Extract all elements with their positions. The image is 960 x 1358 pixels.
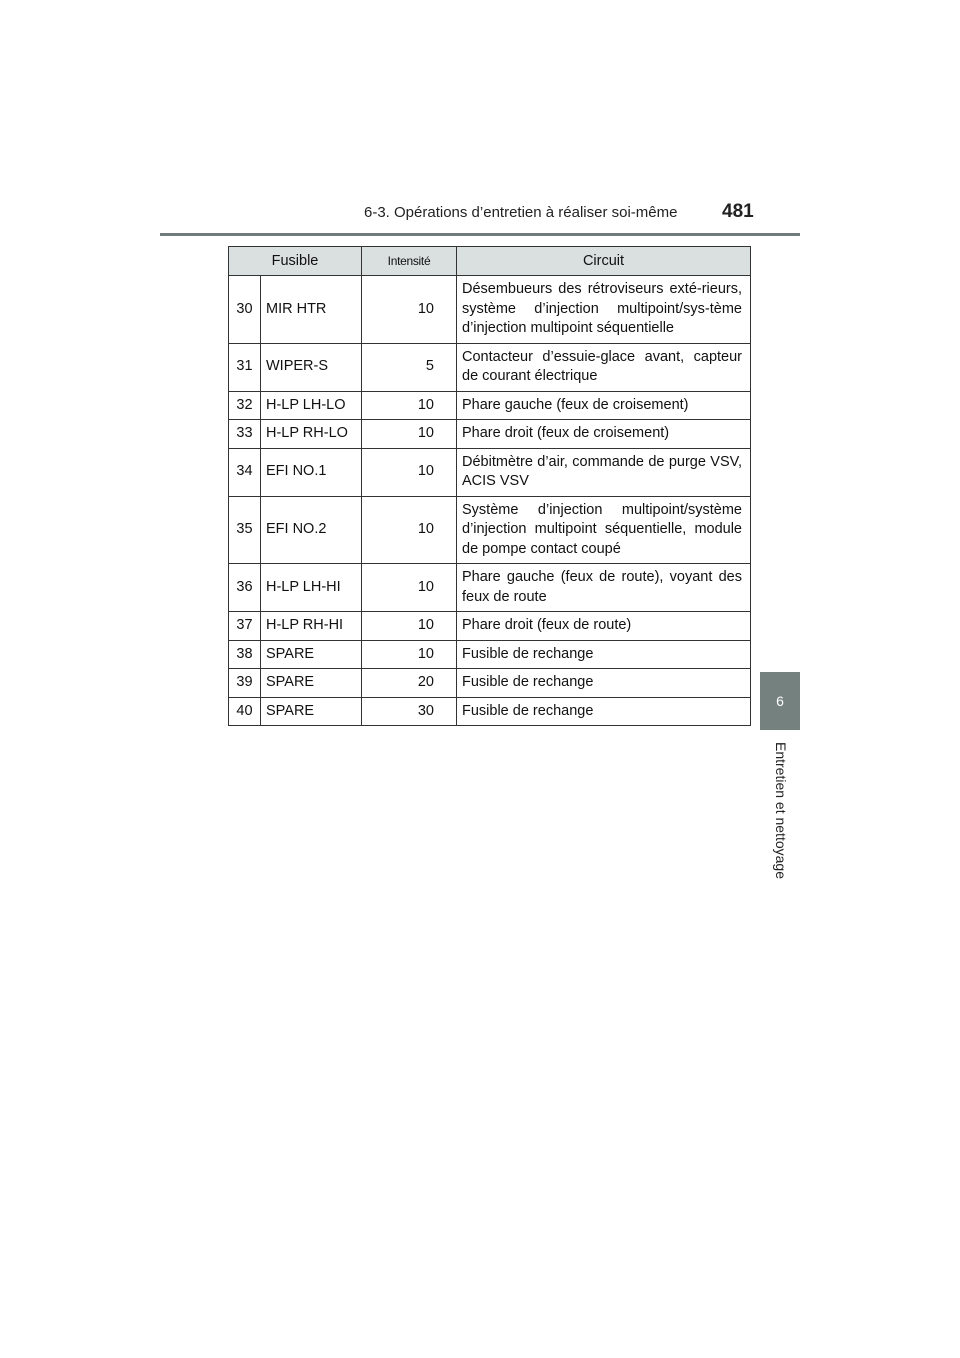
circuit-cell: Fusible de rechange: [457, 697, 751, 726]
circuit-cell: Phare gauche (feux de croisement): [457, 391, 751, 420]
circuit-cell: Débitmètre d’air, commande de purge VSV, ACIS VSV: [457, 448, 751, 496]
amperage-cell: 5: [362, 343, 457, 391]
fuse-name-cell: WIPER-S: [261, 343, 362, 391]
table-body: [229, 276, 751, 726]
fuse-name-cell: H-LP RH-LO: [261, 420, 362, 449]
header-circuit: Circuit: [457, 247, 751, 276]
amperage-cell: 10: [362, 420, 457, 449]
fuse-name-cell: H-LP RH-HI: [261, 612, 362, 641]
table-row: [229, 669, 751, 698]
fuse-number-cell: 32: [229, 391, 261, 420]
chapter-tab: [760, 672, 800, 730]
circuit-cell: Phare droit (feux de route): [457, 612, 751, 641]
table-header-row: [229, 247, 751, 276]
amperage-cell: 10: [362, 496, 457, 564]
fuse-name-cell: SPARE: [261, 640, 362, 669]
section-title: 6-3. Opérations d’entretien à réaliser soi-même: [364, 204, 678, 221]
fuse-number-cell: 37: [229, 612, 261, 641]
fuse-table: [228, 246, 751, 726]
chapter-number: 6: [776, 693, 784, 709]
fuse-number-cell: 40: [229, 697, 261, 726]
amperage-cell: 10: [362, 564, 457, 612]
amperage-cell: 10: [362, 391, 457, 420]
circuit-cell: Phare droit (feux de croisement): [457, 420, 751, 449]
amperage-cell: 20: [362, 669, 457, 698]
header-amperage: Intensité: [362, 247, 457, 276]
header-fuse: Fusible: [229, 247, 362, 276]
page-number: 481: [722, 201, 754, 222]
amperage-cell: 10: [362, 276, 457, 344]
fuse-number-cell: 36: [229, 564, 261, 612]
fuse-name-cell: EFI NO.2: [261, 496, 362, 564]
amperage-cell: 10: [362, 640, 457, 669]
fuse-name-cell: H-LP LH-HI: [261, 564, 362, 612]
table-row: [229, 420, 751, 449]
fuse-name-cell: MIR HTR: [261, 276, 362, 344]
circuit-cell: Contacteur d’essuie-glace avant, capteur de courant électrique: [457, 343, 751, 391]
fuse-name-cell: H-LP LH-LO: [261, 391, 362, 420]
fuse-number-cell: 39: [229, 669, 261, 698]
circuit-cell: Désembueurs des rétroviseurs exté-rieurs, système d’injection multipoint/sys-tème d’injection multipoint séquentielle: [457, 276, 751, 344]
fuse-number-cell: 35: [229, 496, 261, 564]
fuse-number-cell: 30: [229, 276, 261, 344]
circuit-cell: Fusible de rechange: [457, 669, 751, 698]
table-row: [229, 640, 751, 669]
table-row: [229, 391, 751, 420]
table-row: [229, 448, 751, 496]
fuse-name-cell: SPARE: [261, 697, 362, 726]
fuse-number-cell: 38: [229, 640, 261, 669]
fuse-number-cell: 33: [229, 420, 261, 449]
amperage-cell: 10: [362, 612, 457, 641]
circuit-cell: Système d’injection multipoint/système d’injection multipoint séquentielle, module de pompe contact coupé: [457, 496, 751, 564]
fuse-name-cell: EFI NO.1: [261, 448, 362, 496]
fuse-number-cell: 34: [229, 448, 261, 496]
circuit-cell: Phare gauche (feux de route), voyant des feux de route: [457, 564, 751, 612]
table-row: [229, 612, 751, 641]
table-row: [229, 564, 751, 612]
fuse-number-cell: 31: [229, 343, 261, 391]
header-divider: [160, 233, 800, 236]
table-row: [229, 697, 751, 726]
amperage-cell: 10: [362, 448, 457, 496]
table-row: [229, 276, 751, 344]
chapter-title: Entretien et nettoyage: [773, 742, 789, 879]
circuit-cell: Fusible de rechange: [457, 640, 751, 669]
amperage-cell: 30: [362, 697, 457, 726]
table-row: [229, 496, 751, 564]
table-row: [229, 343, 751, 391]
fuse-name-cell: SPARE: [261, 669, 362, 698]
